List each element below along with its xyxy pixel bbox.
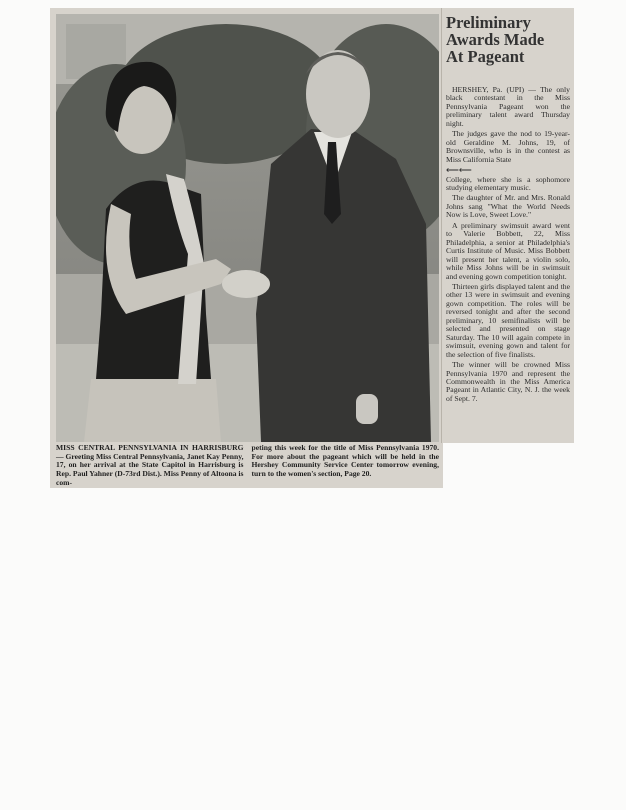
article-paragraph: Thirteen girls displayed talent and the other 13 were in swimsuit and evening gown competition. The roles will be reversed tonight and after the second preliminary, 10 semifinalists will be selected and presented on stage Saturday. The 10 will again compete in swimsuit, evening gown and talent for the selection of five finalists. — [446, 281, 570, 359]
headline-line-1: Preliminary — [446, 13, 531, 32]
photo-clipping — [50, 8, 443, 488]
article-clipping — [441, 8, 574, 443]
article-paragraph: A preliminary swimsuit award went to Valerie Bobbett, 22, Miss Philadelphia, a senior at Philadelphia's Curtis Institute of Music. Miss Bobbett will present her talent, a violin solo, while Miss Johns will be in swimsuit and evening gown competition tonight. — [446, 220, 570, 281]
headline-line-3: At Pageant — [446, 47, 525, 66]
article-paragraph: The winner will be crowned Miss Pennsylvania 1970 and represent the Commonwealth in the Miss America Pageant in Atlantic City, N. J. the week of Sept. 7. — [446, 360, 570, 403]
caption-column-right: peting this week for the title of Miss Pennsylvania 1970. For more about the pageant which will be held in the Hershey Community Service Center tomorrow evening, turn to the women's section, Page 20. — [251, 443, 439, 479]
article-paragraph: College, where she is a sophomore studying elementary music. — [446, 174, 570, 192]
news-photo — [56, 14, 439, 442]
headline-line-2: Awards Made — [446, 30, 545, 49]
photo-illustration — [56, 14, 439, 442]
article-paragraph: The judges gave the nod to 19-year-old Geraldine M. Johns, 19, of Brownsville, who is in the contest as Miss California State — [446, 129, 570, 164]
photo-caption — [56, 444, 439, 488]
article-body — [446, 86, 570, 405]
article-paragraph: The daughter of Mr. and Mrs. Ronald Johns sang "What the World Needs Now is Love, Sweet Love." — [446, 193, 570, 220]
article-headline — [446, 14, 570, 65]
article-paragraph: HERSHEY, Pa. (UPI) — The only black contestant in the Miss Pennsylvania Pageant won the preliminary talent award Thursday night. — [446, 85, 570, 128]
continuation-arrow-icon: ⟵⟵ — [446, 165, 472, 176]
caption-column-left: MISS CENTRAL PENNSYLVANIA IN HARRISBURG — Greeting Miss Central Pennsylvania, Janet Kay Penny, 17, on her arrival at the State Capitol in Harrisburg is Rep. Paul Yahner (D-73rd Dist.). Miss Penny of Altoona is com- — [56, 443, 244, 487]
